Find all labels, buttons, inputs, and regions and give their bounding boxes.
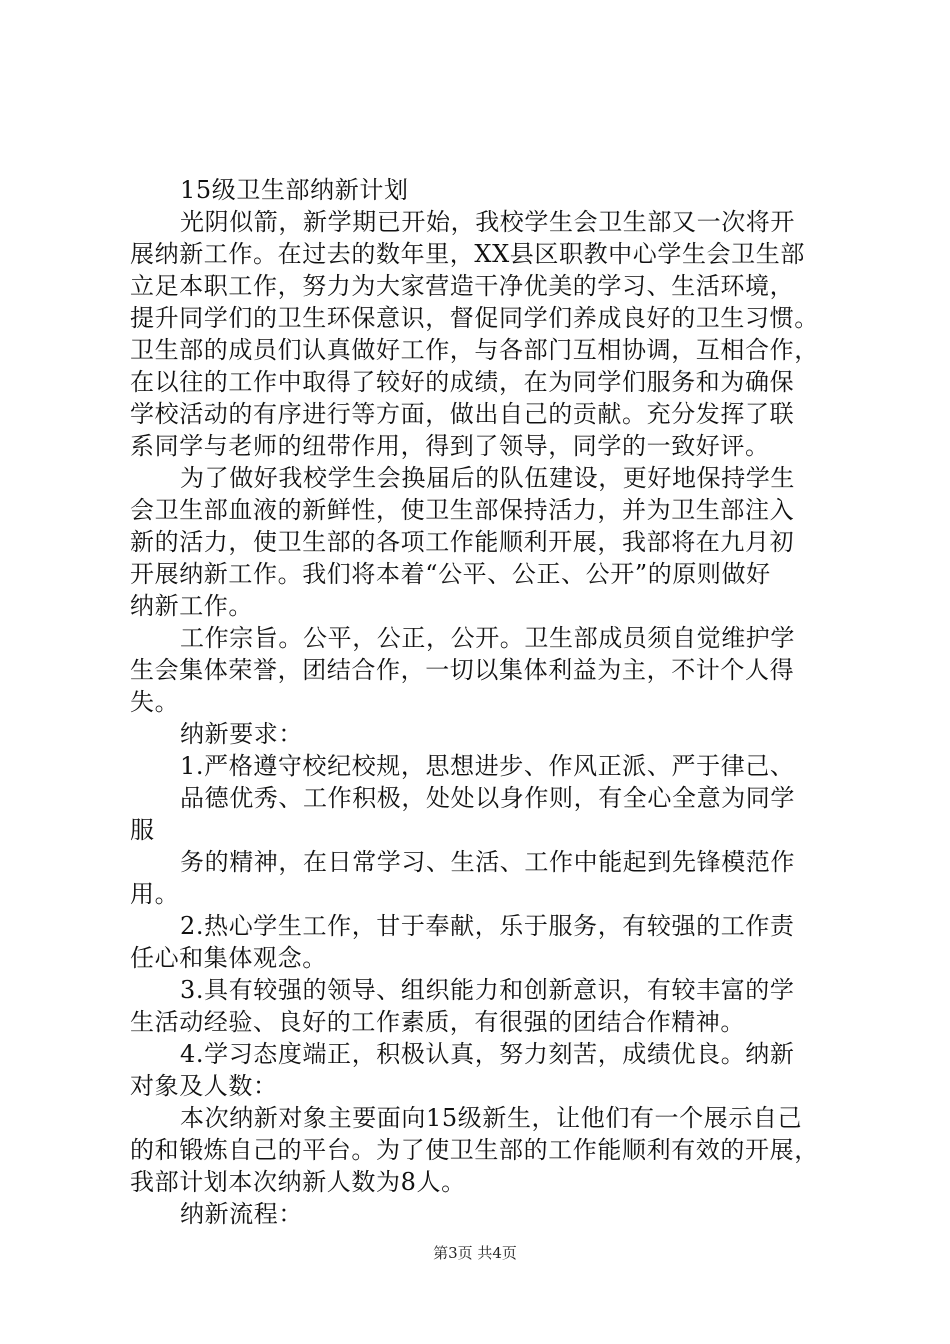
section-heading: 纳新要求： [180,720,303,748]
paragraph-line: 的和锻炼自己的平台。为了使卫生部的工作能顺利有效的开展， [130,1136,819,1164]
paragraph-line: 新的活力，使卫生部的各项工作能顺利开展，我部将在九月初 [130,528,795,556]
paragraph-line: 学校活动的有序进行等方面，做出自己的贡献。充分发挥了联 [130,400,795,428]
paragraph-line: 卫生部的成员们认真做好工作，与各部门互相协调，互相合作， [130,336,819,364]
list-item-line: 服 [130,816,155,844]
paragraph-line: 生会集体荣誉，团结合作，一切以集体利益为主，不计个人得 [130,656,795,684]
list-item-line: 4.学习态度端正，积极认真，努力刻苦，成绩优良。纳新 [180,1040,795,1068]
list-item-line: 生活动经验、良好的工作素质，有很强的团结合作精神。 [130,1008,745,1036]
paragraph-line: 为了做好我校学生会换届后的队伍建设，更好地保持学生 [180,464,795,492]
paragraph-line: 本次纳新对象主要面向15级新生，让他们有一个展示自己 [180,1104,803,1132]
paragraph-line: 失。 [130,688,180,716]
section-heading: 纳新流程： [180,1200,303,1228]
list-item-line: 用。 [130,880,180,908]
paragraph-line: 在以往的工作中取得了较好的成绩，在为同学们服务和为确保 [130,368,795,396]
paragraph-line: 立足本职工作，努力为大家营造干净优美的学习、生活环境， [130,272,795,300]
list-item-line: 3.具有较强的领导、组织能力和创新意识，有较丰富的学 [180,976,795,1004]
page-number-footer: 第3页 共4页 [433,1244,517,1262]
section-heading: 对象及人数： [130,1072,278,1100]
paragraph-line: 我部计划本次纳新人数为8人。 [130,1168,466,1196]
paragraph-line: 光阴似箭，新学期已开始，我校学生会卫生部又一次将开 [180,208,795,236]
paragraph-line: 开展纳新工作。我们将本着“公平、公正、公开”的原则做好 [130,560,771,588]
list-item-line: 任心和集体观念。 [130,944,327,972]
list-item-line: 品德优秀、工作积极，处处以身作则，有全心全意为同学 [180,784,795,812]
list-item-line: 务的精神，在日常学习、生活、工作中能起到先锋模范作 [180,848,795,876]
paragraph-line: 展纳新工作。在过去的数年里，XX县区职教中心学生会卫生部 [130,240,805,268]
paragraph-line: 会卫生部血液的新鲜性，使卫生部保持活力，并为卫生部注入 [130,496,795,524]
list-item-line: 2.热心学生工作，甘于奉献，乐于服务，有较强的工作责 [180,912,795,940]
list-item-line: 1.严格遵守校纪校规，思想进步、作风正派、严于律己、 [180,752,795,780]
paragraph-line: 纳新工作。 [130,592,253,620]
paragraph-line: 系同学与老师的纽带作用，得到了领导，同学的一致好评。 [130,432,770,460]
paragraph-line: 工作宗旨。公平，公正，公开。卫生部成员须自觉维护学 [180,624,795,652]
paragraph-line: 提升同学们的卫生环保意识，督促同学们养成良好的卫生习惯。 [130,304,819,332]
document-title: 15级卫生部纳新计划 [180,176,409,204]
